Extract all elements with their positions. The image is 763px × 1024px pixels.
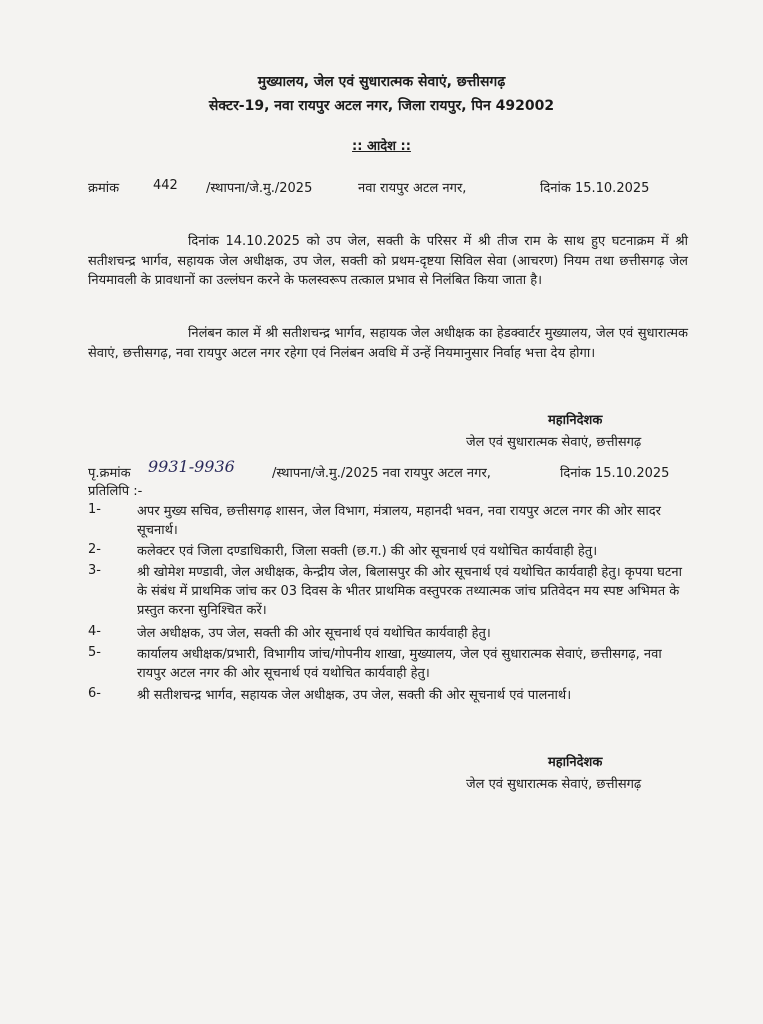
signatory-org: जेल एवं सुधारात्मक सेवाएं, छत्तीसगढ़ — [466, 435, 642, 450]
list-item-number: 4- — [88, 624, 101, 639]
list-item: अपर मुख्य सचिव, छत्तीसगढ़ शासन, जेल विभाग, मंत्रालय, महानदी भवन, नवा रायपुर अटल नगर की ओर सादर सूचनार्थ। — [137, 504, 661, 538]
list-item-number: 3- — [88, 563, 101, 578]
list-item: कार्यालय अधीक्षक/प्रभारी, विभागीय जांच/गोपनीय शाखा, मुख्यालय, जेल एवं सुधारात्मक सेवाएं, छत्तीसगढ़, नवा रायपुर अटल नगर की ओर सूचनार्थ एवं यथोचित कार्यवाही हेतु। — [137, 647, 662, 681]
list-item-number: 1- — [88, 502, 101, 517]
office-code: /स्थापना/जे.मु./2025 — [206, 181, 313, 196]
order-title: :: आदेश :: — [352, 139, 411, 154]
endorsement-office: /स्थापना/जे.मु./2025 नवा रायपुर अटल नगर, — [272, 466, 491, 481]
header-line-2: सेक्टर-19, नवा रायपुर अटल नगर, जिला रायपुर, पिन 492002 — [208, 98, 555, 114]
list-item-number: 6- — [88, 686, 101, 701]
place: नवा रायपुर अटल नगर, — [358, 181, 467, 196]
list-item: कलेक्टर एवं जिला दण्डाधिकारी, जिला सक्ती (छ.ग.) की ओर सूचनार्थ एवं यथोचित कार्यवाही हेतु। — [137, 544, 598, 559]
signatory-title: महानिदेशक — [548, 413, 603, 428]
header-line-1: मुख्यालय, जेल एवं सुधारात्मक सेवाएं, छत्तीसगढ़ — [257, 74, 506, 90]
signatory-org-2: जेल एवं सुधारात्मक सेवाएं, छत्तीसगढ़ — [466, 777, 642, 792]
order-date: दिनांक 15.10.2025 — [540, 181, 650, 196]
order-number: 442 — [153, 178, 178, 193]
signatory-title-2: महानिदेशक — [548, 755, 603, 770]
kramank-label: क्रमांक — [88, 181, 120, 196]
list-item: श्री खोमेश मण्डावी, जेल अधीक्षक, केन्द्रीय जेल, बिलासपुर की ओर सूचनार्थ एवं यथोचित कार्यवाही हेतु। कृपया घटना के संबंध में प्राथमिक जांच कर 03 दिवस के भीतर प्राथमिक वस्तुपरक तथ्यात्मक जांच प्रतिवेदन मय स्पष्ट अभिमत के प्रस्तुत करना सुनिश्चित करें। — [137, 565, 683, 618]
list-item: जेल अधीक्षक, उप जेल, सक्ती की ओर सूचनार्थ एवं यथोचित कार्यवाही हेतु। — [137, 626, 491, 641]
list-item: श्री सतीशचन्द्र भार्गव, सहायक जेल अधीक्षक, उप जेल, सक्ती की ओर सूचनार्थ एवं पालनार्थ। — [137, 688, 572, 703]
body-paragraph-1: दिनांक 14.10.2025 को उप जेल, सक्ती के परिसर में श्री तीज राम के साथ हुए घटनाक्रम में श्री सतीशचन्द्र भार्गव, सहायक जेल अधीक्षक, उप जेल, सक्ती को प्रथम-दृष्टया सिविल सेवा (आचरण) नियम तथा छत्तीसगढ़ जेल नियमावली के प्रावधानों का उल्लंघन करने के फलस्वरूप तत्काल प्रभाव से निलंबित किया जाता है। — [88, 234, 688, 288]
copy-label: प्रतिलिपि :- — [88, 484, 143, 499]
handwritten-number: 9931-9936 — [148, 457, 235, 476]
body-paragraph-2: निलंबन काल में श्री सतीशचन्द्र भार्गव, सहायक जेल अधीक्षक का हेडक्वार्टर मुख्यालय, जेल एवं सुधारात्मक सेवाएं, छत्तीसगढ़, नवा रायपुर अटल नगर रहेगा एवं निलंबन अवधि में उन्हें नियमानुसार निर्वाह भत्ता देय होगा। — [88, 326, 688, 361]
endorsement-date: दिनांक 15.10.2025 — [560, 466, 670, 481]
list-item-number: 2- — [88, 542, 101, 557]
endorsement-label: पृ.क्रमांक — [88, 466, 131, 481]
list-item-number: 5- — [88, 645, 101, 660]
